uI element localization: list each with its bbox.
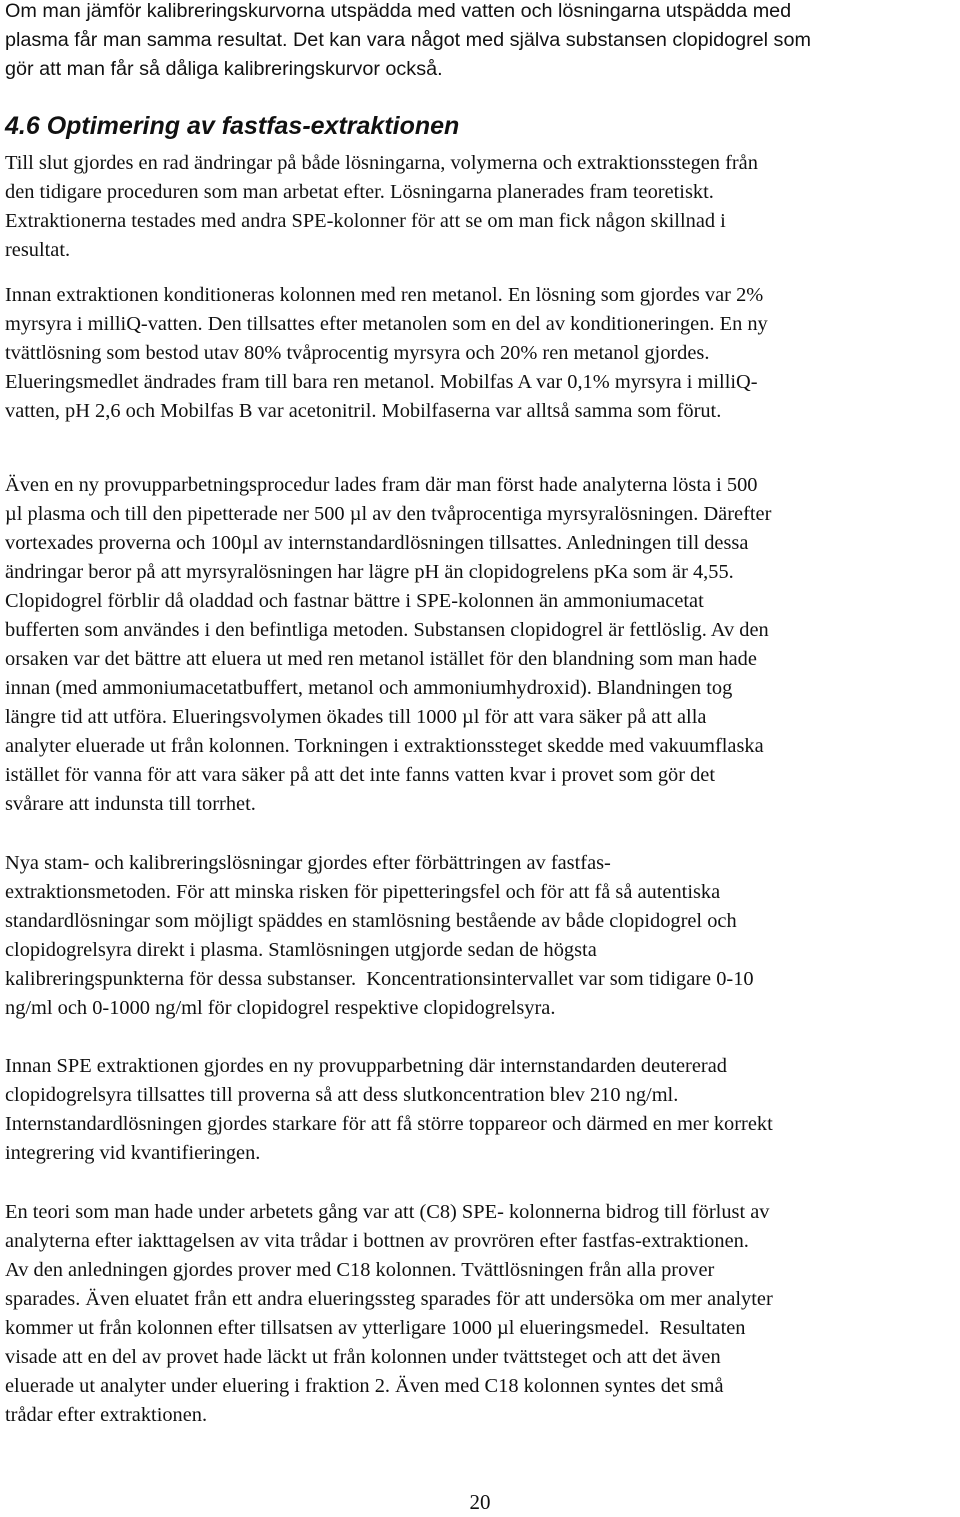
text-line: Till slut gjordes en rad ändringar på både lösningarna, volymerna och extraktionsstegen från [5, 152, 758, 174]
text-line: clopidogrelsyra direkt i plasma. Stamlösningen utgjorde sedan de högsta [5, 939, 597, 961]
text-line: orsaken var det bättre att eluera ut med ren metanol istället för den blandning som man hade [5, 648, 757, 670]
page-number: 20 [469, 1490, 491, 1514]
text-line: plasma får man samma resultat. Det kan vara något med själva substansen clopidogrel som [5, 29, 811, 51]
text-line: den tidigare proceduren som man arbetat efter. Lösningarna planerades fram teoretiskt. [5, 181, 714, 203]
text-line: clopidogrelsyra tillsattes till proverna så att dess slutkoncentration blev 210 ng/ml. [5, 1084, 679, 1106]
text-line: eluerade ut analyter under eluering i fraktion 2. Även med C18 kolonnen syntes det små [5, 1375, 724, 1397]
section-heading: 4.6 Optimering av fastfas-extraktionen [5, 112, 460, 140]
text-line: Om man jämför kalibreringskurvorna utspädda med vatten och lösningarna utspädda med [5, 0, 792, 22]
text-line: Innan extraktionen konditioneras kolonnen med ren metanol. En lösning som gjordes var 2% [5, 284, 764, 306]
text-line: analyter eluerade ut från kolonnen. Torkningen i extraktionssteget skedde med vakuumflaska [5, 735, 764, 757]
text-line: standardlösningar som möjligt späddes en stamlösning bestående av både clopidogrel och [5, 910, 737, 932]
text-line: Innan SPE extraktionen gjordes en ny provupparbetning där internstandarden deutererad [5, 1055, 727, 1077]
text-line: Elueringsmedlet ändrades fram till bara ren metanol. Mobilfas A var 0,1% myrsyra i milliQ- [5, 371, 758, 393]
text-line: kalibreringspunkterna för dessa substanser. Koncentrationsintervallet var som tidigare 0-10 [5, 968, 754, 990]
text-line: innan (med ammoniumacetatbuffert, metanol och ammoniumhydroxid). Blandningen tog [5, 677, 733, 699]
text-line: analyterna efter iakttagelsen av vita trådar i bottnen av provrören efter fastfas-extraktionen. [5, 1230, 749, 1252]
text-line: vatten, pH 2,6 och Mobilfas B var acetonitril. Mobilfaserna var alltså samma som förut. [5, 400, 722, 422]
text-line: Av den anledningen gjordes prover med C18 kolonnen. Tvättlösningen från alla prover [5, 1259, 715, 1281]
text-line: En teori som man hade under arbetets gång var att (C8) SPE- kolonnerna bidrog till förlust av [5, 1201, 770, 1223]
text-line: resultat. [5, 239, 71, 261]
text-line: visade att en del av provet hade läckt ut från kolonnen under tvättsteget och att det även [5, 1346, 721, 1368]
text-line: myrsyra i milliQ-vatten. Den tillsattes efter metanolen som en del av konditioneringen. En ny [5, 313, 768, 335]
text-line: µl plasma och till den pipetterade ner 500 µl av den tvåprocentiga myrsyralösningen. Därefter [5, 503, 772, 525]
text-line: istället för vanna för att vara säker på att det inte fanns vatten kvar i provet som gör det [5, 764, 716, 786]
text-line: vortexades proverna och 100µl av internstandardlösningen tillsattes. Anledningen till dessa [5, 532, 749, 554]
text-line: integrering vid kvantifieringen. [5, 1142, 261, 1164]
text-line: längre tid att utföra. Elueringsvolymen ökades till 1000 µl för att vara säker på att alla [5, 706, 707, 728]
text-line: kommer ut från kolonnen efter tillsatsen av ytterligare 1000 µl elueringsmedel. Resultaten [5, 1317, 746, 1339]
text-line: Även en ny provupparbetningsprocedur lades fram där man först hade analyterna lösta i 500 [5, 474, 758, 496]
text-line: ändringar beror på att myrsyralösningen har lägre pH än clopidogrelens pKa som är 4,55. [5, 561, 734, 583]
text-line: Internstandardlösningen gjordes starkare för att få större toppareor och därmed en mer korrekt [5, 1113, 773, 1135]
text-line: ng/ml och 0-1000 ng/ml för clopidogrel respektive clopidogrelsyra. [5, 997, 556, 1019]
text-line: tvättlösning som bestod utav 80% tvåprocentig myrsyra och 20% ren metanol gjordes. [5, 342, 710, 364]
text-line: sparades. Även eluatet från ett andra elueringssteg sparades för att undersöka om mer analyter [5, 1288, 773, 1310]
text-line: Nya stam- och kalibreringslösningar gjordes efter förbättringen av fastfas- [5, 852, 611, 874]
text-line: svårare att indunsta till torrhet. [5, 793, 256, 815]
text-line: bufferten som användes i den befintliga metoden. Substansen clopidogrel är fettlöslig. Av den [5, 619, 769, 641]
text-line: trådar efter extraktionen. [5, 1404, 208, 1426]
text-line: Clopidogrel förblir då oladdad och fastnar bättre i SPE-kolonnen än ammoniumacetat [5, 590, 704, 612]
text-line: extraktionsmetoden. För att minska risken för pipetteringsfel och för att få så autentiska [5, 881, 721, 903]
text-line: Extraktionerna testades med andra SPE-kolonner för att se om man fick någon skillnad i [5, 210, 726, 232]
text-line: gör att man får så dåliga kalibreringskurvor också. [5, 58, 443, 80]
